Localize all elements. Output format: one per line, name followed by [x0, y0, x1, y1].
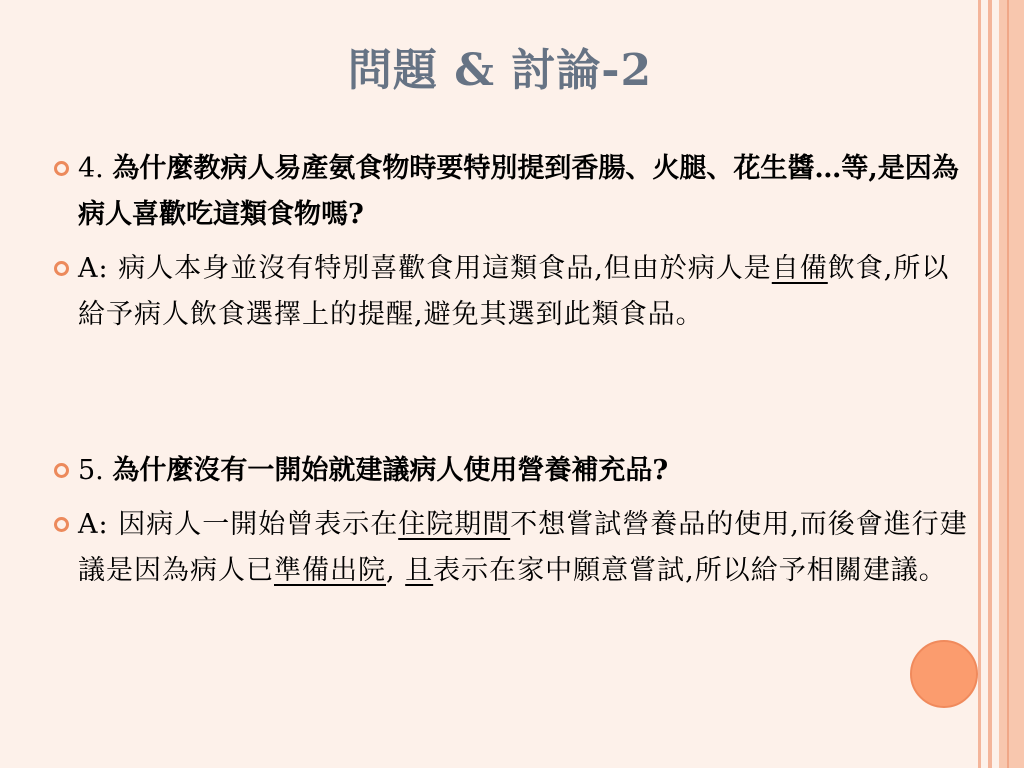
decorative-circle: [910, 640, 978, 708]
right-border-stripe-2: [988, 0, 992, 768]
answer-underlined-text: 自備: [771, 253, 828, 284]
answer-text: 飲食,所以給予病人飲食選擇上的提醒,避免其選到此類食品。: [78, 253, 950, 330]
question-4: [54, 146, 974, 238]
answer-text: 病人本身並沒有特別喜歡食用這類食品,但由於病人是: [108, 253, 772, 284]
bullet-circle-icon: [54, 261, 69, 276]
bullet-circle-icon: [54, 517, 69, 532]
question-number: 4.: [78, 153, 104, 184]
question-text: 為什麼教病人易產氨食物時要特別提到香腸、火腿、花生醬…等,是因為病人喜歡吃這類食物嗎?: [78, 153, 959, 230]
right-border-stripe-1: [978, 0, 981, 768]
question-5: [54, 448, 974, 494]
slide-content: [54, 146, 974, 594]
answer-5: [54, 502, 974, 594]
answer-text: ,: [386, 555, 406, 586]
answer-underlined-text: 住院期間: [398, 509, 511, 540]
answer-prefix: A:: [78, 509, 109, 540]
answer-4: [54, 246, 974, 338]
answer-prefix: A:: [78, 253, 109, 284]
question-text: 為什麼沒有一開始就建議病人使用營養補充品?: [112, 455, 669, 486]
answer-text: 不想嘗試營養品的使用,而後會進行建議是因為病人已: [78, 509, 968, 586]
answer-underlined-text: 且: [405, 555, 434, 586]
right-border-stripe-3: [999, 0, 1024, 768]
right-border-stripe-4: [1007, 0, 1009, 768]
slide-title: 問題 & 討論-2: [347, 45, 653, 96]
bullet-circle-icon: [54, 463, 69, 478]
answer-underlined-text: 準備出院: [274, 555, 386, 586]
question-number: 5.: [78, 455, 104, 486]
bullet-circle-icon: [54, 161, 69, 176]
answer-text: 表示在家中願意嘗試,所以給予相關建議。: [433, 555, 947, 586]
answer-text: 因病人一開始曾表示在: [108, 509, 399, 540]
